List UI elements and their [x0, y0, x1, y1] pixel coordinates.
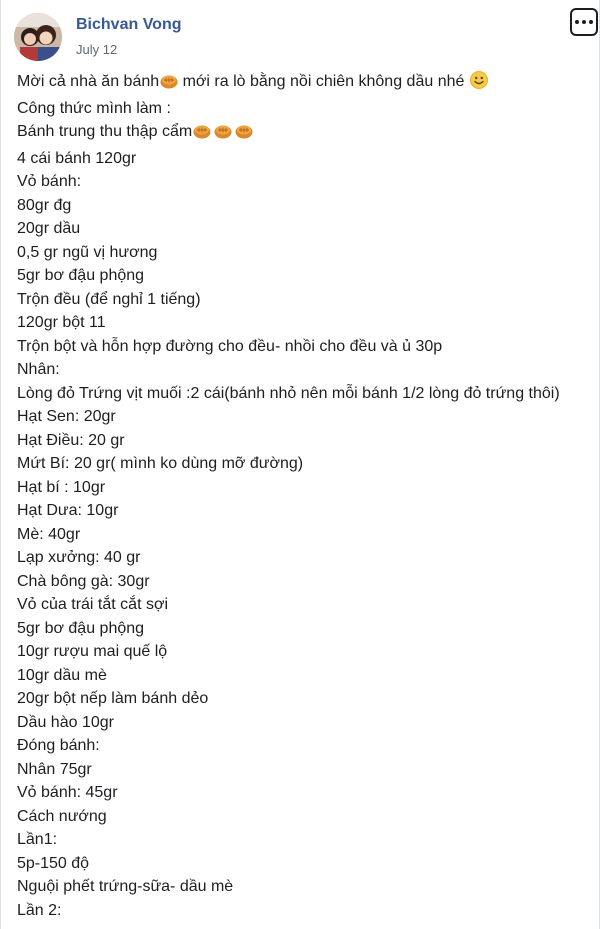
post-line: Nguội phết trứng-sữa- dầu mè [17, 878, 234, 895]
post-line: Lòng đỏ Trứng vịt muối :2 cái(bánh nhỏ nên mỗi bánh 1/2 lòng đỏ trứng thôi) [17, 384, 560, 402]
post-line: 80gr đg [17, 196, 72, 214]
post-line: 10gr rượu mai quế lộ [17, 643, 168, 660]
post-line [17, 120, 577, 147]
post-line: Vỏ bánh: [17, 173, 82, 190]
post-line: Dầu hào 10gr [17, 713, 114, 731]
post-line: Lần 2: [17, 901, 62, 919]
post-line: 10gr dầu mè [17, 666, 107, 684]
post-line: Chà bông gà: 30gr [17, 572, 150, 590]
mooncake-icon [160, 73, 178, 97]
mooncake-icon [193, 123, 211, 147]
author-avatar[interactable] [14, 13, 62, 61]
post-line-text: mới ra lò bằng nồi chiên không dầu nhé [178, 73, 469, 90]
post-line: Đóng bánh: [17, 737, 100, 754]
post-line: Lần1: [17, 831, 58, 848]
post-line: Mứt Bí: 20 gr( mình ko dùng mỡ đường) [17, 455, 304, 472]
post-line: Vỏ của trái tắt cắt sợi [17, 596, 168, 613]
post-line: 4 cái bánh 120gr [17, 149, 137, 167]
post-line-text: Bánh trung thu thập cẩm [17, 123, 193, 140]
post-line: Hạt Điều: 20 gr [17, 431, 125, 449]
post-header [1, 0, 600, 70]
post-line-text: Mời cả nhà ăn bánh [17, 73, 160, 90]
post-line: Công thức mình làm : [17, 99, 171, 117]
post-line: Mè: 40gr [17, 525, 81, 543]
avatar-photo-icon [14, 13, 62, 61]
more-options-button[interactable] [570, 8, 598, 36]
mooncake-icon [235, 123, 253, 147]
post-line: Trộn bột và hỗn hợp đường cho đều- nhồi cho đều và ủ 30p [17, 337, 443, 355]
more-options-icon [589, 20, 593, 24]
post-line: Cách nướng [17, 807, 107, 825]
more-options-icon [582, 20, 586, 24]
post-line: Hạt Sen: 20gr [17, 408, 116, 425]
post-line: 5p-150 độ [17, 854, 90, 872]
post-line: 5gr bơ đậu phộng [17, 619, 145, 637]
mooncake-icon [214, 123, 232, 147]
post-line: 20gr bột nếp làm bánh dẻo [17, 690, 209, 707]
post-line: 120gr bột 11 [17, 314, 106, 331]
post-line: 0,5 gr ngũ vị hương [17, 243, 158, 261]
post-line [17, 70, 577, 97]
post-timestamp[interactable]: July 12 [76, 42, 118, 57]
post-line: Hạt bí : 10gr [17, 478, 106, 496]
post-line: 20gr dầu [17, 220, 81, 237]
post-line: Trộn đều (để nghỉ 1 tiếng) [17, 290, 201, 308]
post-line: Vỏ bánh: 45gr [17, 784, 118, 801]
post-line: Hạt Dưa: 10gr [17, 502, 119, 519]
post-line: Nhân: [17, 361, 60, 378]
more-options-icon [575, 20, 579, 24]
author-name[interactable]: Bichvan Vong [76, 16, 182, 33]
post-line: 5gr bơ đậu phộng [17, 267, 145, 284]
smiley-icon [470, 71, 488, 97]
post-line: Nhân 75gr [17, 760, 92, 778]
post-line: Lạp xưởng: 40 gr [17, 549, 141, 566]
post-text [17, 70, 577, 922]
